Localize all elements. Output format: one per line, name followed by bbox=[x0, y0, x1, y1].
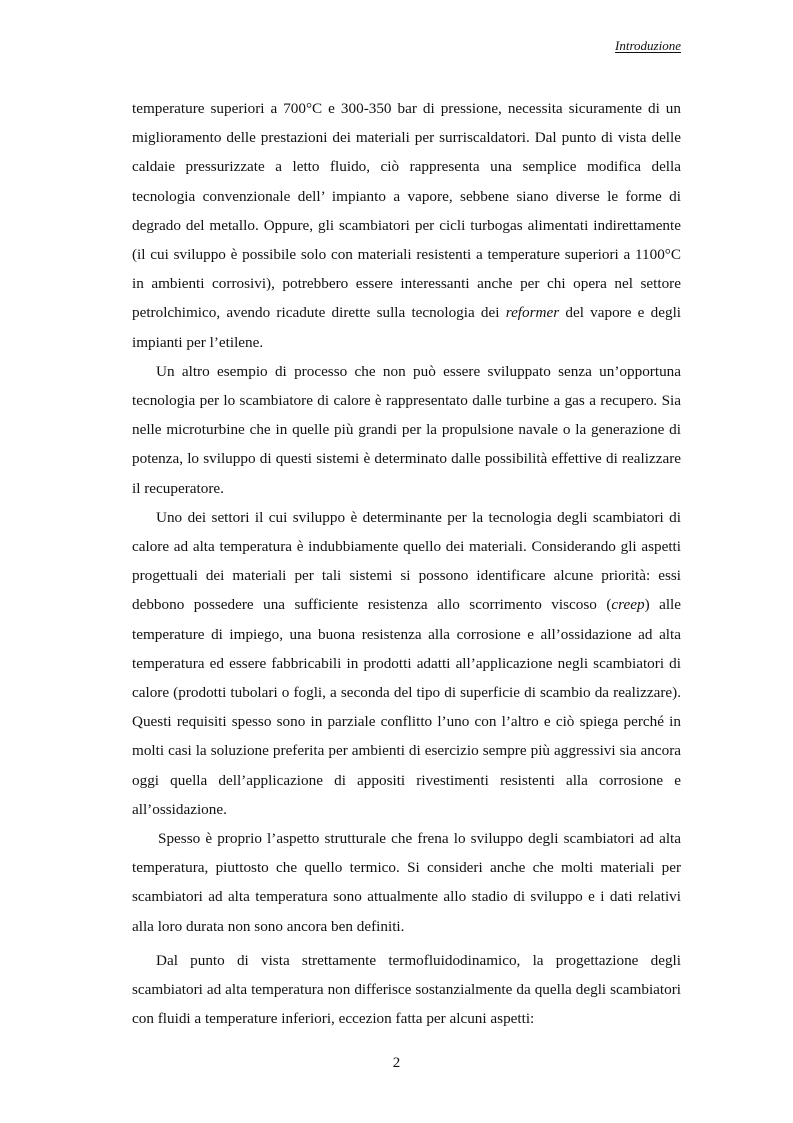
page-number: 2 bbox=[392, 1055, 401, 1071]
body-text bbox=[132, 94, 681, 1034]
paragraph-text: temperature superiori a 700°C e 300-350 bar di pressione, necessita sicuramente di un miglioramento delle prestazioni dei materiali per surriscaldatori. Dal punto di vista delle caldaie pressurizzate a letto fluido, ciò rappresenta una semplice modifica della tecnologia convenzionale dell’ impianto a vapore, sebbene siano diverse le forme di degrado del metallo. Oppure, gli scambiatori per cicli turbogas alimentati indirettamente (il cui sviluppo è possibile solo con materiali resistenti a temperature superiori a 1100°C in ambienti corrosivi), potrebbero essere interessanti anche per chi opera nel settore petrolchimico, avendo ricadute dirette sulla tecnologia dei bbox=[132, 100, 681, 322]
paragraph-text: Uno dei settori il cui sviluppo è determinante per la tecnologia degli scambiatori di calore ad alta temperatura è indubbiamente quello dei materiali. Considerando gli aspetti progettuali dei materiali per tali sistemi si possono identificare alcune priorità: essi debbono possedere una sufficiente resistenza allo scorrimento viscoso ( bbox=[132, 508, 681, 614]
paragraph-materials bbox=[132, 503, 681, 824]
emphasis-term: reformer bbox=[505, 304, 560, 322]
paragraph-text: del vapore e degli impianti per l’etilene. bbox=[132, 304, 682, 351]
paragraph-turbine-recovery: Un altro esempio di processo che non può essere sviluppato senza un’opportuna tecnologia per lo scambiatore di calore è rappresentato dalle turbine a gas a recupero. Sia nelle microturbine che in quelle più grandi per la propulsione navale o la generazione di potenza, lo sviluppo di questi sistemi è determinato dalle possibilità effettive di realizzare il recuperatore. bbox=[132, 362, 681, 497]
paragraph-thermofluid: Dal punto di vista strettamente termofluidodinamico, la progettazione degli scambiatori ad alta temperatura non differisce sostanzialmente da quella degli scambiatori con fluidi a temperature inferiori, eccezion fatta per alcuni aspetti: bbox=[132, 951, 681, 1028]
paragraph-continuation bbox=[132, 94, 681, 357]
running-header: Introduzione bbox=[615, 38, 681, 53]
paragraph-text: ) alle temperature di impiego, una buona resistenza alla corrosione e all’ossidazione ad alta temperatura ed essere fabbricabili in prodotti adatti all’applicazione negli scambiatori di calore (prodotti tubolari o fogli, a seconda del tipo di superficie di scambio da realizzare). Questi requisiti spesso sono in parziale conflitto l’uno con l’altro e ciò spiega perché in molti casi la soluzione preferita per ambienti di esercizio sempre più aggressivi sia ancora oggi quella dell’applicazione di appositi rivestimenti resistenti alla corrosione e all’ossidazione. bbox=[132, 596, 681, 818]
paragraph-structural: Spesso è proprio l’aspetto strutturale che frena lo sviluppo degli scambiatori ad alta temperatura, piuttosto che quello termico. Si consideri anche che molti materiali per scambiatori ad alta temperatura sono attualmente allo stadio di sviluppo e i dati relativi alla loro durata non sono ancora ben definiti. bbox=[132, 830, 681, 935]
emphasis-term: creep bbox=[611, 596, 645, 614]
